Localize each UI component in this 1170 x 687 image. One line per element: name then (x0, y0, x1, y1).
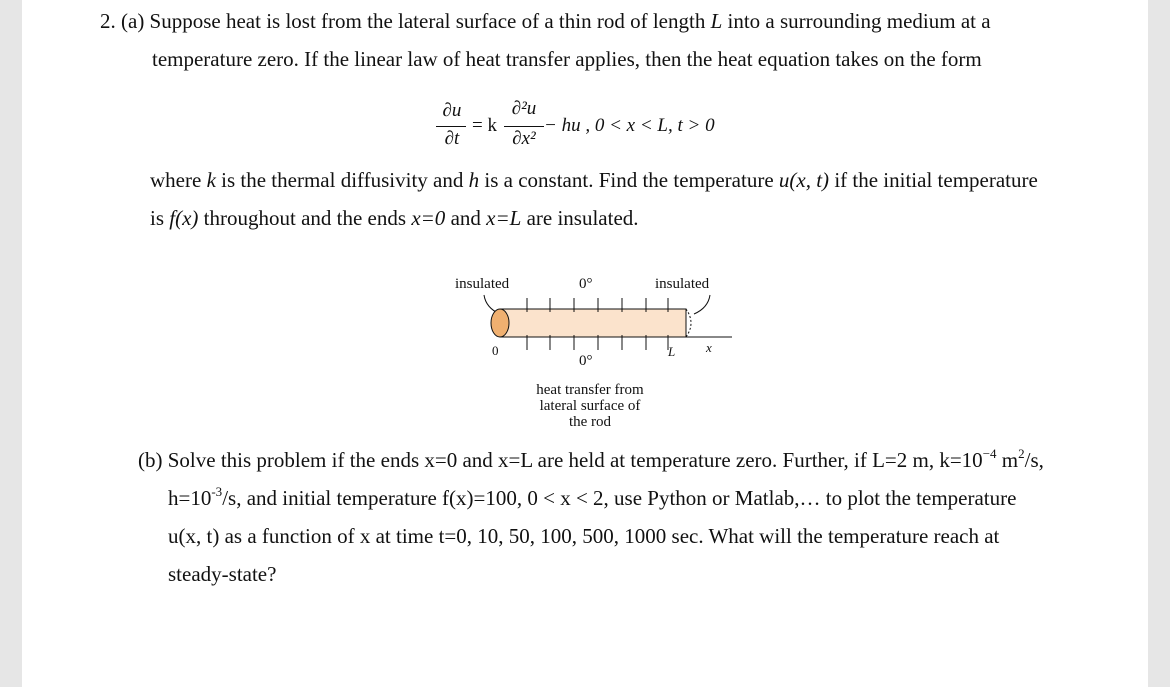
problem-line-2: temperature zero. If the linear law of heat transfer applies, then the heat equation takes on the form (152, 47, 982, 71)
eq-equals-k: = k (472, 115, 497, 136)
leader-right (694, 295, 710, 314)
rod-left-cap (491, 309, 509, 337)
axis-L-label: L (668, 344, 676, 359)
line-3-mid2: is a constant. Find the temperature (484, 168, 774, 192)
u-of-xt: u(x, t) (778, 168, 830, 192)
caption-line-3: the rod (568, 414, 612, 430)
exponent-minus-4: −4 (982, 446, 997, 461)
label-zero-top: 0° (579, 276, 593, 292)
unit-per-s: /s, (1024, 448, 1044, 472)
h-value: h=10 (168, 486, 212, 510)
caption-line-2: lateral surface of (539, 398, 641, 414)
exponent-minus-3: -3 (211, 484, 223, 499)
unit-m: m (996, 448, 1019, 472)
part-b-line-3: u(x, t) as a function of x at time t=0, 10, 50, 100, 500, 1000 sec. What will the temperature reach at (168, 524, 1000, 548)
rod-right-cap (686, 309, 691, 337)
label-insulated-right: insulated (655, 276, 710, 292)
eq-denominator-dt: ∂t (444, 128, 460, 149)
problem-line-1-tail: into a surrounding medium at a (727, 9, 991, 33)
length-symbol: L (710, 9, 723, 33)
x-equals-L: x=L (486, 206, 522, 230)
eq-numerator-d2u: ∂²u (511, 98, 537, 119)
problem-intro: 2. (a) Suppose heat is lost from the lateral surface of a thin rod of length (100, 9, 706, 33)
figure-caption (510, 382, 670, 430)
line-4-tail: are insulated. (526, 206, 639, 230)
part-b-line-1-text: (b) Solve this problem if the ends x=0 and x=L are held at temperature zero. Further, if L=2 m, k=10 (138, 448, 983, 472)
part-b-line-2 (168, 486, 1016, 510)
axis-x-label: x (706, 340, 712, 355)
line-4-mid: throughout and the ends (203, 206, 407, 230)
part-b-line-1 (138, 448, 1044, 472)
word-is: is (150, 206, 165, 230)
document-page (22, 0, 1148, 687)
line-3-tail: if the initial temperature (834, 168, 1038, 192)
eq-numerator-du: ∂u (442, 100, 462, 121)
axis-origin-label: 0 (492, 343, 499, 358)
word-and: and (450, 206, 481, 230)
problem-line-1 (100, 9, 991, 33)
h-symbol: h (468, 168, 480, 192)
exponent-2: 2 (1018, 446, 1025, 461)
problem-line-3 (150, 168, 1038, 192)
rod-diagram (462, 290, 752, 370)
label-insulated-left: insulated (455, 276, 510, 292)
part-b-line-2-text: /s, and initial temperature f(x)=100, 0 < x < 2, use Python or Matlab,… to plot the temperature (222, 486, 1017, 510)
eq-rest: − hu , 0 < x < L, t > 0 (544, 115, 715, 136)
line-3-mid: is the thermal diffusivity and (221, 168, 464, 192)
k-symbol: k (206, 168, 216, 192)
rod-body (500, 309, 686, 337)
eq-fraction-bar-1 (436, 126, 466, 127)
label-zero-bottom: 0° (579, 353, 593, 369)
word-where: where (150, 168, 202, 192)
problem-line-4 (150, 206, 639, 230)
eq-denominator-dx2: ∂x² (512, 128, 536, 149)
eq-fraction-bar-2 (504, 126, 544, 127)
f-of-x: f(x) (169, 206, 199, 230)
x-equals-0: x=0 (411, 206, 446, 230)
caption-line-1: heat transfer from (536, 382, 644, 398)
part-b-line-4: steady-state? (168, 562, 277, 586)
